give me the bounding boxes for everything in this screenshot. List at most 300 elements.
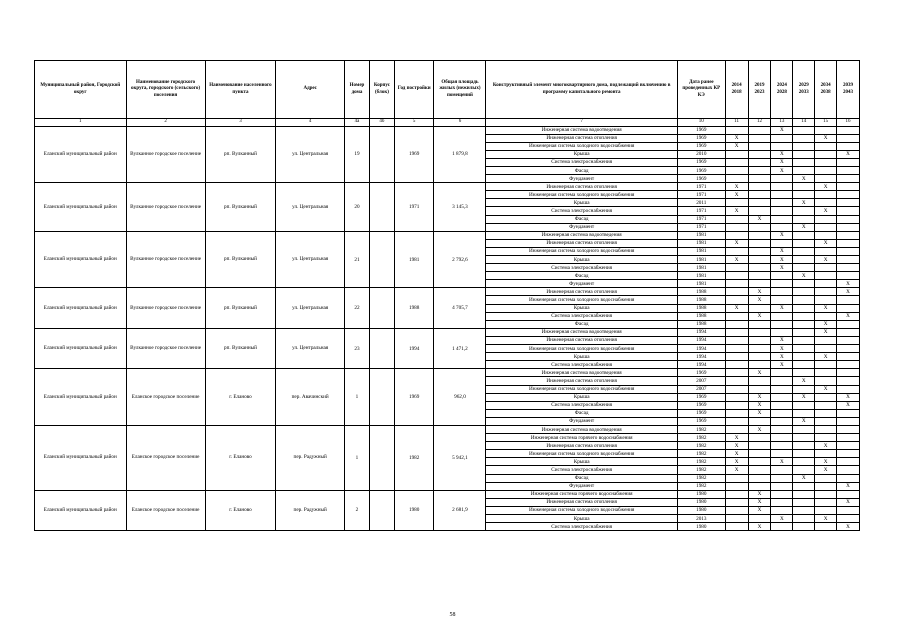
cell-period-mark [815,247,837,255]
cell-period-mark [771,191,793,199]
cell-period-mark: X [748,312,771,320]
cell-area: 962,0 [434,369,486,426]
cell-period-mark: X [771,353,793,361]
cell-period-mark [837,385,860,393]
cell-period-mark: X [748,296,771,304]
cell-street: ул. Центральная [276,288,345,328]
header-period-2: 2019 2023 [748,61,771,119]
cell-period-mark [815,288,837,296]
cell-period-mark [837,425,860,433]
cell-period-mark: X [725,304,748,312]
cell-period-mark [748,361,771,369]
cell-house-number: 2 [345,490,370,530]
cell-period-mark: X [748,425,771,433]
cell-period-mark [748,239,771,247]
cell-period-mark [815,425,837,433]
cell-element-name: Крыша [486,304,677,312]
cell-period-mark [793,207,815,215]
cell-period-mark [837,361,860,369]
cell-municipality: Еланский муниципальный район [35,490,127,530]
cell-period-mark [748,385,771,393]
cell-period-mark [837,166,860,174]
cell-period-mark [725,345,748,353]
cell-period-mark [837,434,860,442]
cell-period-mark [793,134,815,142]
cell-period-mark [725,336,748,344]
column-number: 4а [345,119,370,127]
cell-period-mark [725,361,748,369]
cell-period-mark [748,280,771,288]
cell-period-mark [793,353,815,361]
cell-prev-repair-date: 1971 [677,223,725,231]
cell-element-name: Крыша [486,353,677,361]
cell-prev-repair-date: 1988 [677,320,725,328]
cell-period-mark [771,377,793,385]
cell-element-name: Инженерная система горячего водоснабжения [486,490,677,498]
cell-period-mark [793,336,815,344]
cell-period-mark [815,296,837,304]
cell-period-mark [748,466,771,474]
cell-period-mark [793,401,815,409]
cell-area: 1 471,2 [434,328,486,368]
cell-period-mark: X [748,401,771,409]
cell-element-name: Инженерная система отопления [486,377,677,385]
cell-period-mark [793,166,815,174]
cell-street: пер. Радужный [276,425,345,490]
cell-element-name: Фасад [486,409,677,417]
cell-period-mark [837,191,860,199]
cell-period-mark: X [771,361,793,369]
cell-period-mark [837,506,860,514]
column-number: 13 [771,119,793,127]
capital-repair-table [34,60,860,531]
cell-element-name: Инженерная система холодного водоснабжения [486,385,677,393]
cell-period-mark [815,158,837,166]
cell-period-mark: X [771,336,793,344]
cell-locality: рп. Вулканный [205,231,276,288]
cell-element-name: Инженерная система холодного водоснабжения [486,296,677,304]
cell-period-mark [748,328,771,336]
cell-prev-repair-date: 1969 [677,142,725,150]
cell-period-mark: X [815,207,837,215]
cell-period-mark [837,353,860,361]
cell-prev-repair-date: 1981 [677,231,725,239]
cell-period-mark [793,385,815,393]
cell-period-mark [793,288,815,296]
cell-prev-repair-date: 1969 [677,166,725,174]
cell-prev-repair-date: 1969 [677,158,725,166]
cell-municipality: Еланский муниципальный район [35,288,127,328]
header-prev-date: Дата ранее проведенных КР КЭ [677,61,725,119]
cell-element-name: Фундамент [486,175,677,183]
cell-period-mark: X [837,288,860,296]
cell-prev-repair-date: 1969 [677,393,725,401]
cell-period-mark [837,158,860,166]
cell-house-number: 22 [345,288,370,328]
cell-period-mark [793,247,815,255]
cell-period-mark [725,312,748,320]
cell-period-mark: X [793,474,815,482]
column-number: 1 [35,119,127,127]
cell-period-mark [793,126,815,134]
cell-period-mark [793,466,815,474]
cell-period-mark [771,320,793,328]
cell-period-mark [815,409,837,417]
cell-period-mark [793,312,815,320]
column-number: 6 [434,119,486,127]
cell-element-name: Система электроснабжения [486,401,677,409]
cell-settlement: Вулканное городское поселение [126,183,205,232]
cell-period-mark: X [793,199,815,207]
cell-period-mark [748,515,771,523]
cell-period-mark [815,361,837,369]
cell-period-mark [771,409,793,417]
header-block: Корпус (блок) [369,61,394,119]
cell-period-mark: X [771,247,793,255]
cell-period-mark [725,515,748,523]
cell-period-mark [725,280,748,288]
cell-period-mark [793,458,815,466]
cell-period-mark: X [815,239,837,247]
column-number: 7 [486,119,677,127]
cell-prev-repair-date: 1980 [677,506,725,514]
cell-period-mark [771,434,793,442]
cell-period-mark [837,450,860,458]
cell-period-mark [771,199,793,207]
cell-block [369,490,394,530]
cell-period-mark: X [815,183,837,191]
cell-period-mark: X [815,458,837,466]
cell-period-mark [815,223,837,231]
cell-period-mark [815,175,837,183]
cell-period-mark [748,207,771,215]
cell-period-mark [725,215,748,223]
cell-element-name: Инженерная система отопления [486,183,677,191]
cell-element-name: Инженерная система отопления [486,134,677,142]
table-body [35,126,860,531]
cell-house-number: 20 [345,183,370,232]
cell-period-mark [837,296,860,304]
header-year: Год постройки [394,61,434,119]
cell-element-name: Инженерная система холодного водоснабжения [486,142,677,150]
cell-period-mark [815,369,837,377]
cell-period-mark [815,498,837,506]
cell-prev-repair-date: 2013 [677,515,725,523]
column-number: 10 [677,119,725,127]
cell-period-mark [748,158,771,166]
table-row [35,425,860,433]
cell-period-mark: X [725,207,748,215]
cell-period-mark [725,328,748,336]
cell-prev-repair-date: 1982 [677,482,725,490]
cell-element-name: Инженерная система отопления [486,336,677,344]
column-number: 14 [793,119,815,127]
cell-period-mark [771,134,793,142]
column-number: 15 [815,119,837,127]
cell-prev-repair-date: 1981 [677,239,725,247]
cell-element-name: Фундамент [486,482,677,490]
cell-period-mark [748,223,771,231]
cell-prev-repair-date: 2011 [677,199,725,207]
cell-period-mark [793,280,815,288]
cell-period-mark [815,150,837,158]
cell-period-mark [725,409,748,417]
cell-period-mark [837,345,860,353]
cell-element-name: Система электроснабжения [486,361,677,369]
cell-period-mark [815,336,837,344]
cell-period-mark [837,377,860,385]
cell-element-name: Инженерная система водоотведения [486,328,677,336]
cell-period-mark [771,498,793,506]
cell-period-mark [793,231,815,239]
column-number: 2 [126,119,205,127]
cell-period-mark: X [815,304,837,312]
cell-element-name: Фасад [486,272,677,280]
cell-period-mark [837,328,860,336]
cell-period-mark: X [748,409,771,417]
cell-element-name: Фасад [486,474,677,482]
cell-period-mark [837,264,860,272]
cell-period-mark: X [837,280,860,288]
cell-period-mark [837,223,860,231]
cell-prev-repair-date: 1994 [677,328,725,336]
cell-element-name: Крыша [486,150,677,158]
cell-period-mark [725,320,748,328]
column-number: 4б [369,119,394,127]
cell-period-mark [793,158,815,166]
header-locality: Наименование населенного пункта [205,61,276,119]
cell-period-mark [771,442,793,450]
cell-period-mark [771,466,793,474]
cell-period-mark [837,474,860,482]
cell-prev-repair-date: 1994 [677,336,725,344]
table-row [35,126,860,134]
cell-element-name: Фасад [486,215,677,223]
cell-area: 5 942,1 [434,425,486,490]
cell-period-mark [815,474,837,482]
cell-period-mark [815,482,837,490]
cell-period-mark [837,207,860,215]
cell-period-mark [815,393,837,401]
cell-period-mark [725,175,748,183]
cell-period-mark [771,215,793,223]
header-address: Адрес [276,61,345,119]
cell-period-mark [837,175,860,183]
cell-period-mark [837,134,860,142]
cell-area: 1 879,8 [434,126,486,183]
cell-period-mark [837,409,860,417]
cell-element-name: Инженерная система водоотведения [486,425,677,433]
cell-period-mark [771,175,793,183]
cell-settlement: Еланское городское поселение [126,490,205,530]
cell-period-mark [837,320,860,328]
cell-period-mark [725,506,748,514]
table-header-row [35,61,860,119]
cell-prev-repair-date: 1994 [677,361,725,369]
cell-prev-repair-date: 1994 [677,345,725,353]
cell-municipality: Еланский муниципальный район [35,369,127,426]
cell-period-mark: X [748,498,771,506]
cell-period-mark [771,328,793,336]
header-period-3: 2024 2028 [771,61,793,119]
cell-block [369,328,394,368]
cell-element-name: Крыша [486,256,677,264]
cell-element-name: Крыша [486,199,677,207]
cell-prev-repair-date: 1980 [677,490,725,498]
cell-prev-repair-date: 1969 [677,175,725,183]
cell-period-mark: X [748,523,771,531]
cell-period-mark [793,264,815,272]
cell-period-mark [793,515,815,523]
cell-element-name: Фундамент [486,280,677,288]
cell-period-mark: X [793,175,815,183]
cell-period-mark [815,126,837,134]
cell-element-name: Инженерная система водоотведения [486,126,677,134]
cell-settlement: Еланское городское поселение [126,425,205,490]
cell-build-year: 1988 [394,288,434,328]
cell-period-mark [748,150,771,158]
cell-period-mark [748,183,771,191]
cell-period-mark [725,199,748,207]
cell-prev-repair-date: 1971 [677,183,725,191]
cell-period-mark [748,434,771,442]
cell-period-mark [793,450,815,458]
cell-period-mark: X [837,482,860,490]
cell-street: ул. Центральная [276,126,345,183]
cell-build-year: 1994 [394,328,434,368]
cell-period-mark [748,175,771,183]
cell-period-mark: X [725,183,748,191]
table-row [35,288,860,296]
cell-prev-repair-date: 1981 [677,256,725,264]
cell-period-mark [793,434,815,442]
header-period-6: 2039 2043 [837,61,860,119]
cell-period-mark: X [771,345,793,353]
cell-period-mark [793,506,815,514]
cell-period-mark [793,256,815,264]
cell-prev-repair-date: 2007 [677,377,725,385]
cell-street: ул. Центральная [276,328,345,368]
cell-period-mark [815,312,837,320]
cell-build-year: 1969 [394,126,434,183]
cell-block [369,369,394,426]
cell-period-mark [837,466,860,474]
cell-element-name: Инженерная система водоотведения [486,369,677,377]
cell-period-mark [748,450,771,458]
cell-period-mark: X [793,393,815,401]
column-number: 16 [837,119,860,127]
cell-period-mark [771,450,793,458]
cell-period-mark [748,377,771,385]
cell-period-mark [725,247,748,255]
cell-period-mark [837,515,860,523]
cell-prev-repair-date: 1982 [677,466,725,474]
cell-prev-repair-date: 2007 [677,385,725,393]
cell-settlement: Вулканное городское поселение [126,288,205,328]
cell-settlement: Вулканное городское поселение [126,231,205,288]
cell-element-name: Система электроснабжения [486,523,677,531]
cell-period-mark: X [771,126,793,134]
cell-period-mark [793,150,815,158]
cell-element-name: Система электроснабжения [486,466,677,474]
cell-street: пер. Авачинский [276,369,345,426]
cell-period-mark [748,231,771,239]
cell-prev-repair-date: 1969 [677,401,725,409]
cell-house-number: 1 [345,369,370,426]
cell-period-mark: X [771,231,793,239]
cell-element-name: Инженерная система холодного водоснабжения [486,247,677,255]
cell-element-name: Инженерная система холодного водоснабжения [486,345,677,353]
cell-period-mark: X [725,442,748,450]
cell-period-mark [725,158,748,166]
cell-area: 2 681,9 [434,490,486,530]
cell-period-mark [837,272,860,280]
cell-period-mark: X [748,490,771,498]
column-number: 4 [276,119,345,127]
cell-period-mark [793,345,815,353]
cell-prev-repair-date: 1994 [677,353,725,361]
cell-locality: рп. Вулканный [205,328,276,368]
cell-prev-repair-date: 1969 [677,134,725,142]
cell-block [369,288,394,328]
cell-element-name: Фундамент [486,417,677,425]
cell-period-mark [793,304,815,312]
cell-period-mark [815,434,837,442]
cell-period-mark [725,296,748,304]
cell-period-mark: X [725,466,748,474]
cell-element-name: Инженерная система отопления [486,239,677,247]
cell-municipality: Еланский муниципальный район [35,425,127,490]
cell-locality: рп. Вулканный [205,126,276,183]
cell-period-mark [793,191,815,199]
cell-period-mark: X [815,442,837,450]
cell-period-mark [748,264,771,272]
cell-period-mark [771,272,793,280]
cell-period-mark [815,272,837,280]
cell-period-mark: X [837,401,860,409]
cell-prev-repair-date: 1981 [677,264,725,272]
cell-prev-repair-date: 1982 [677,474,725,482]
cell-element-name: Инженерная система отопления [486,498,677,506]
cell-period-mark [793,328,815,336]
cell-prev-repair-date: 1988 [677,312,725,320]
cell-street: ул. Центральная [276,231,345,288]
cell-settlement: Вулканное городское поселение [126,126,205,183]
column-number: 12 [748,119,771,127]
cell-period-mark: X [793,377,815,385]
cell-prev-repair-date: 1982 [677,434,725,442]
cell-period-mark [725,417,748,425]
cell-period-mark [815,191,837,199]
cell-period-mark [793,369,815,377]
cell-period-mark [725,393,748,401]
cell-period-mark: X [725,458,748,466]
cell-period-mark [748,199,771,207]
cell-prev-repair-date: 1981 [677,280,725,288]
cell-element-name: Фасад [486,166,677,174]
cell-period-mark [793,490,815,498]
cell-prev-repair-date: 1982 [677,442,725,450]
cell-locality: рп. Вулканный [205,288,276,328]
cell-area: 2 792,6 [434,231,486,288]
cell-period-mark: X [748,393,771,401]
cell-period-mark [748,126,771,134]
cell-municipality: Еланский муниципальный район [35,231,127,288]
cell-period-mark: X [837,523,860,531]
cell-period-mark [725,150,748,158]
cell-period-mark [748,417,771,425]
cell-period-mark [748,247,771,255]
